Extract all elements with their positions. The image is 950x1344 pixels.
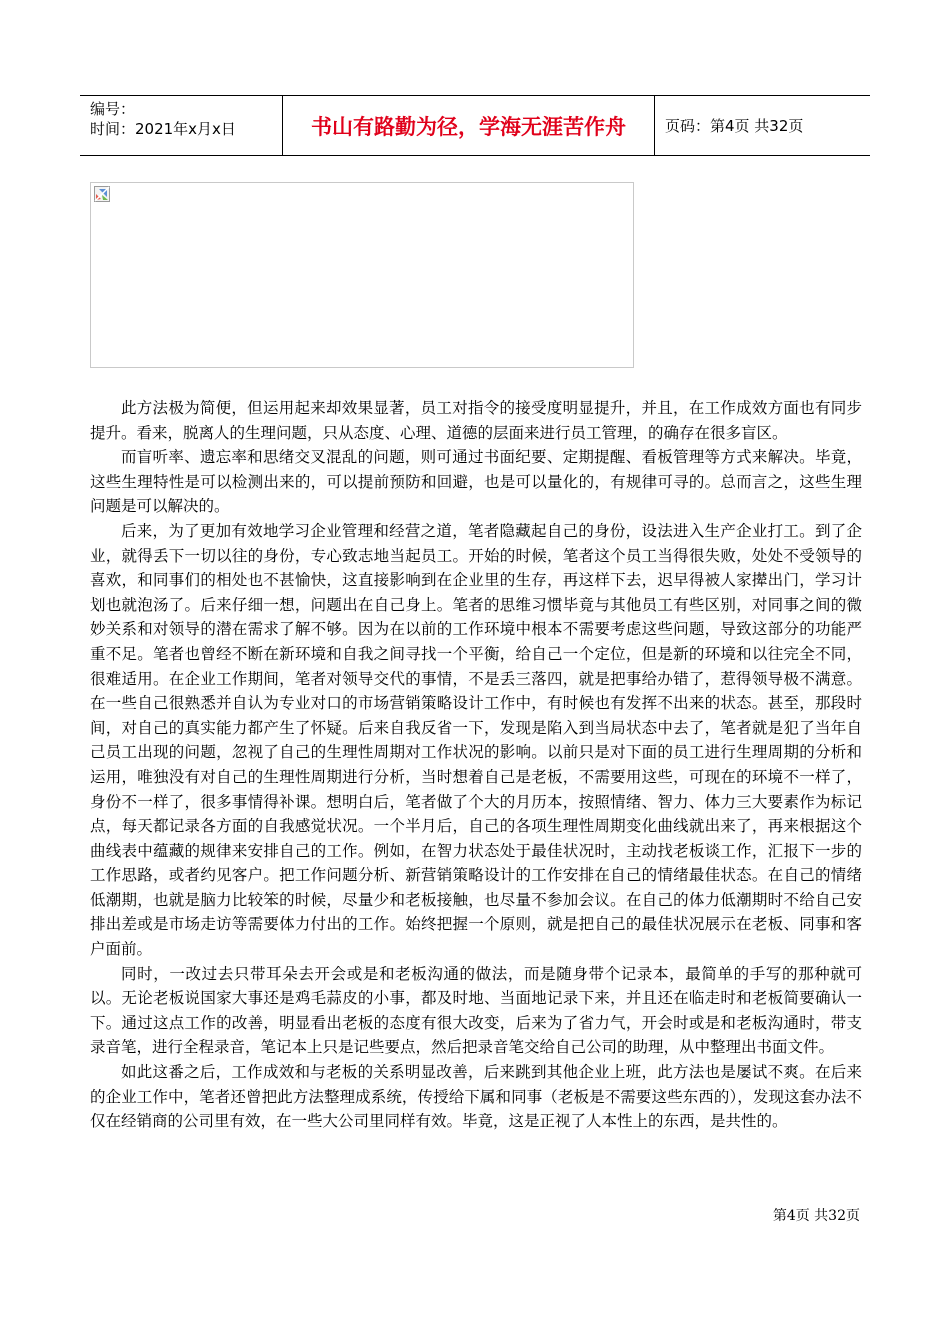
paragraph: 同时，一改过去只带耳朵去开会或是和老板沟通的做法，而是随身带个记录本，最简单的手写的那种就可以。无论老板说国家大事还是鸡毛蒜皮的小事，都及时地、当面地记录下来，并且还在临走时和老板简要确认一下。通过这点工作的改善，明显看出老板的态度有很大改变，后来为了省力气，开会时或是和老板沟通时，带支录音笔，进行全程录音，笔记本上只是记些要点，然后把录音笔交给自己公司的助理，从中整理出书面文件。	[90, 964, 862, 1057]
document-number-label: 编号：	[90, 100, 136, 118]
paragraph: 而盲听率、遗忘率和思绪交叉混乱的问题，则可通过书面纪要、定期提醒、看板管理等方式来解决。毕竟，这些生理特性是可以检测出来的，可以提前预防和回避，也是可以量化的，有规律可寻的。总而言之，这些生理问题是可以解决的。	[90, 448, 862, 516]
header-page-code: 页码：第4页 共32页	[665, 117, 804, 135]
paragraph: 如此这番之后，工作成效和与老板的关系明显改善，后来跳到其他企业上班，此方法也是屡试不爽。在后来的企业工作中，笔者还曾把此方法整理成系统，传授给下属和同事（老板是不需要这些东西的），发现这套办法不仅在经销商的公司里有效，在一些大公司里同样有效。毕竟，这是正视了人本性上的东西，是共性的。	[90, 1063, 862, 1131]
page-header	[80, 95, 870, 156]
image-placeholder	[90, 182, 634, 368]
paragraph: 此方法极为简便，但运用起来却效果显著，员工对指令的接受度明显提升，并且，在工作成效方面也有同步提升。看来，脱离人的生理问题，只从态度、心理、道德的层面来进行员工管理，的确存在很多盲区。	[90, 399, 862, 442]
header-motto: 书山有路勤为径，学海无涯苦作舟	[282, 96, 655, 155]
header-meta	[80, 96, 282, 155]
document-date: 时间：2021年x月x日	[90, 120, 236, 138]
article-body	[90, 396, 862, 1134]
paragraph: 后来，为了更加有效地学习企业管理和经营之道，笔者隐藏起自己的身份，设法进入生产企业打工。到了企业，就得丢下一切以往的身份，专心致志地当起员工。开始的时候，笔者这个员工当得很失败，处处不受领导的喜欢，和同事们的相处也不甚愉快，这直接影响到在企业里的生存，再这样下去，迟早得被人家撵出门，学习计划也就泡汤了。后来仔细一想，问题出在自己身上。笔者的思维习惯毕竟与其他员工有些区别，对同事之间的微妙关系和对领导的潜在需求了解不够。因为在以前的工作环境中根本不需要考虑这些问题，导致这部分的功能严重不足。笔者也曾经不断在新环境和自我之间寻找一个平衡，给自己一个定位，但是新的环境和以往完全不同，很难适用。在企业工作期间，笔者对领导交代的事情，不是丢三落四，就是把事给办错了，惹得领导极不满意。在一些自己很熟悉并自认为专业对口的市场营销策略设计工作中，有时候也有发挥不出来的状态。甚至，那段时间，对自己的真实能力都产生了怀疑。后来自我反省一下，发现是陷入到当局状态中去了，笔者就是犯了当年自己员工出现的问题，忽视了自己的生理性周期对工作状况的影响。以前只是对下面的员工进行生理周期的分析和运用，唯独没有对自己的生理性周期进行分析，当时想着自己是老板，不需要用这些，可现在的环境不一样了，身份不一样了，很多事情得补课。想明白后，笔者做了个大的月历本，按照情绪、智力、体力三大要素作为标记点，每天都记录各方面的自我感觉状况。一个半月后，自己的各项生理性周期变化曲线就出来了，再来根据这个曲线表中蕴藏的规律来安排自己的工作。例如，在智力状态处于最佳状况时，主动找老板谈工作，汇报下一步的工作思路，或者约见客户。把工作问题分析、新营销策略设计的工作安排在自己的情绪最佳状态。在自己的情绪低潮期，也就是脑力比较笨的时候，尽量少和老板接触，也尽量不参加会议。在自己的体力低潮期时不给自己安排出差或是市场走访等需要体力付出的工作。始终把握一个原则，就是把自己的最佳状况展示在老板、同事和客户面前。	[90, 521, 862, 959]
page-footer: 第4页 共32页	[772, 1208, 860, 1224]
broken-image-icon	[94, 186, 110, 202]
